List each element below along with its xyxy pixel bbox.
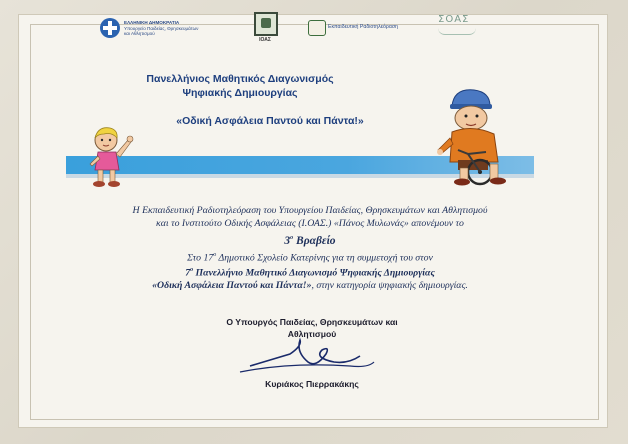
contest-line [30, 264, 590, 279]
award-intro-line1: Η Εκπαιδευτική Ραδιοτηλεόραση του Υπουργείου Παιδείας, Θρησκευμάτων και Αθλητισμού [132, 205, 488, 216]
ministry-logo-line1: ΕΛΛΗΝΙΚΗ ΔΗΜΟΚΡΑΤΙΑ [124, 20, 180, 25]
competition-title-line2: Ψηφιακής Δημιουργίας [182, 87, 298, 99]
ministry-logo [100, 18, 210, 44]
soas-logo [438, 14, 480, 42]
prize-word: Βραβείο [293, 234, 336, 247]
ioas-emblem-icon [254, 12, 278, 36]
school-suffix: Δημοτικό Σχολείο Κατερίνης για τη συμμετοχή του στον [216, 252, 433, 264]
ministry-logo-line2: Υπουργείο Παιδείας, Θρησκευμάτων [124, 25, 199, 31]
ioas-logo [250, 12, 280, 46]
soas-logo-label: ΣΟΑΣ [438, 14, 470, 25]
edutv-logo-label: Εκπαιδευτική Ραδιοτηλεόραση [328, 24, 398, 30]
television-icon [308, 20, 326, 36]
handwritten-signature [230, 332, 380, 380]
school-line [30, 249, 590, 264]
minister-name: Κυριάκος Πιερρακάκης [265, 379, 359, 389]
boy-cyclist-illustration [428, 88, 518, 186]
waving-girl-illustration [82, 126, 148, 188]
ioas-logo-label: ΙΟΑΣ [259, 37, 271, 43]
category-line [30, 279, 590, 292]
soas-wave-icon [438, 28, 476, 35]
category-text: , στην κατηγορία ψηφιακής δημιουργίας. [311, 280, 468, 292]
award-intro-line2: και το Ινστιτούτο Οδικής Ασφάλειας (Ι.ΟΑΣ.) «Πάνος Μυλωνάς» απονέμουν το [156, 218, 464, 229]
contest-number: 7 [185, 267, 191, 279]
prize-number: 3 [284, 234, 291, 247]
slogan-heading: «Οδική Ασφάλεια Παντού και Πάντα!» [176, 115, 364, 127]
edutv-logo [308, 20, 408, 38]
greek-emblem-icon [100, 18, 120, 38]
prize-ordinal: ο [290, 235, 294, 241]
category-slogan: «Οδική Ασφάλεια Παντού και Πάντα!» [152, 280, 312, 292]
competition-title [100, 72, 380, 100]
minister-title-line1: Ο Υπουργός Παιδείας, Θρησκευμάτων και [226, 317, 398, 327]
ministry-logo-line3: και Αθλητισμού [124, 31, 155, 37]
minister-title-line2: Αθλητισμού [287, 329, 337, 339]
certificate-body [30, 204, 590, 292]
school-ordinal: ο [213, 251, 217, 258]
school-prefix: Στο 17 [187, 252, 214, 264]
contest-name: Πανελλήνιο Μαθητικό Διαγωνισμό Ψηφιακής Δημιουργίας [193, 267, 435, 279]
ministry-logo-text [124, 20, 216, 37]
contest-ordinal: ο [190, 267, 194, 274]
competition-title-line1: Πανελλήνιος Μαθητικός Διαγωνισμός [146, 73, 334, 85]
prize-title [30, 230, 590, 249]
